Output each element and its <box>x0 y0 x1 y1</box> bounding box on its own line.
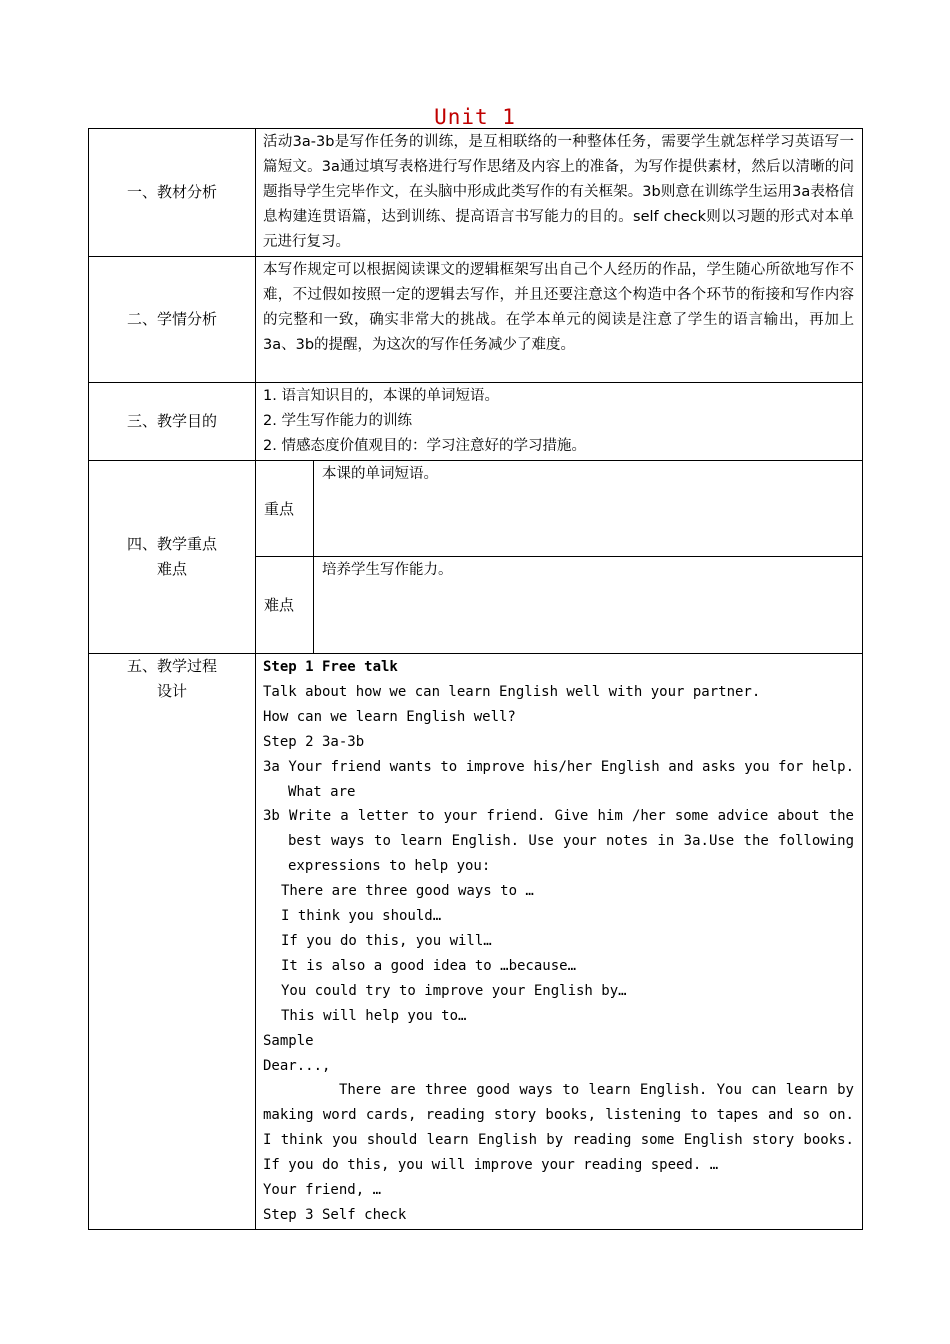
letter-body-line: If you do this, you will improve your reading speed. … <box>263 1157 719 1174</box>
key-difficult-subtable <box>256 461 862 653</box>
step-2-heading: Step 2 3a-3b <box>263 733 365 750</box>
teaching-process-content <box>256 654 863 1230</box>
sample-heading: Sample <box>263 1032 314 1049</box>
row-teaching-objectives <box>89 383 863 461</box>
label-teaching-process: 五、教学过程 设计 <box>89 654 256 1230</box>
label-student-analysis: 二、学情分析 <box>89 257 256 383</box>
expression-item: It is also a good idea to …because… <box>281 957 577 974</box>
step-3-heading: Step 3 Self check <box>263 1206 407 1223</box>
step-1-line: How can we learn English well? <box>263 708 516 725</box>
expression-item: If you do this, you will… <box>281 932 492 949</box>
text-student-analysis: 本写作规定可以根据阅读课文的逻辑框架写出自己个人经历的作品，学生随心所欲地写作不难，不过假如按照一定的逻辑去写作，并且还要注意这个构造中各个环节的衔接和写作内容的完整和一致，确实非常大的挑战。在学本单元的阅读是注意了学生的语言输出，再加上3a、3b的提醒，为这次的写作任务减少了难度。 <box>256 257 863 383</box>
expression-item: I think you should… <box>281 908 442 925</box>
objective-item: 1. 语言知识目的，本课的单词短语。 <box>263 388 499 404</box>
letter-body-line: making word cards, reading story books, listening to tapes and so on. <box>263 1107 854 1124</box>
text-textbook-analysis: 活动3a-3b是写作任务的训练，是互相联络的一种整体任务，需要学生就怎样学习英语写一篇短文。3a通过填写表格进行写作思绪及内容上的准备，为写作提供素材，然后以清晰的问题指导学生完毕作文，在头脑中形成此类写作的有关框架。3b则意在训练学生运用3a表格信息构建连贯语篇，达到训练、提高语言书写能力的目的。self check则以习题的形式对本单元进行复习。 <box>256 129 863 257</box>
page-title: Unit 1 <box>434 105 516 129</box>
key-point-label: 重点 <box>256 461 314 556</box>
task-3b-line: best ways to learn English. Use your notes in 3a.Use the following <box>288 833 854 850</box>
lesson-plan-table <box>88 128 863 1230</box>
step-1-line: Talk about how we can learn English well with your partner. <box>263 683 761 700</box>
row-textbook-analysis <box>89 129 863 257</box>
step-1-heading: Step 1 Free talk <box>263 659 398 675</box>
key-point-text: 本课的单词短语。 <box>322 466 438 482</box>
difficult-point-text: 培养学生写作能力。 <box>314 556 863 653</box>
objectives-list <box>256 383 863 461</box>
difficult-point-label: 难点 <box>256 556 314 653</box>
label-textbook-analysis: 一、教材分析 <box>89 129 256 257</box>
letter-closing: Your friend, … <box>263 1182 382 1199</box>
objective-item: 2. 情感态度价值观目的：学习注意好的学习措施。 <box>263 438 586 454</box>
key-difficult-cell <box>256 461 863 654</box>
expression-item: There are three good ways to … <box>281 883 534 900</box>
letter-body-line: There are three good ways to learn English. You can learn by <box>339 1082 854 1099</box>
expression-item: This will help you to… <box>281 1007 467 1024</box>
letter-greeting: Dear..., <box>263 1057 331 1074</box>
task-3b-line: 3b Write a letter to your friend. Give him /her some advice about the <box>263 808 854 825</box>
task-3b-line: expressions to help you: <box>288 858 491 875</box>
task-3a-continued: What are <box>288 783 356 800</box>
objective-item: 2. 学生写作能力的训练 <box>263 413 412 429</box>
letter-body-line: I think you should learn English by reading some English story books. <box>263 1132 854 1149</box>
label-key-difficult-points: 四、教学重点 难点 <box>89 461 256 654</box>
row-student-analysis <box>89 257 863 383</box>
label-teaching-objectives: 三、教学目的 <box>89 383 256 461</box>
expression-item: You could try to improve your English by… <box>281 982 627 999</box>
task-3a-line: 3a Your friend wants to improve his/her English and asks you for help. <box>263 758 854 775</box>
row-key-difficult-points <box>89 461 863 654</box>
row-teaching-process <box>89 654 863 1230</box>
